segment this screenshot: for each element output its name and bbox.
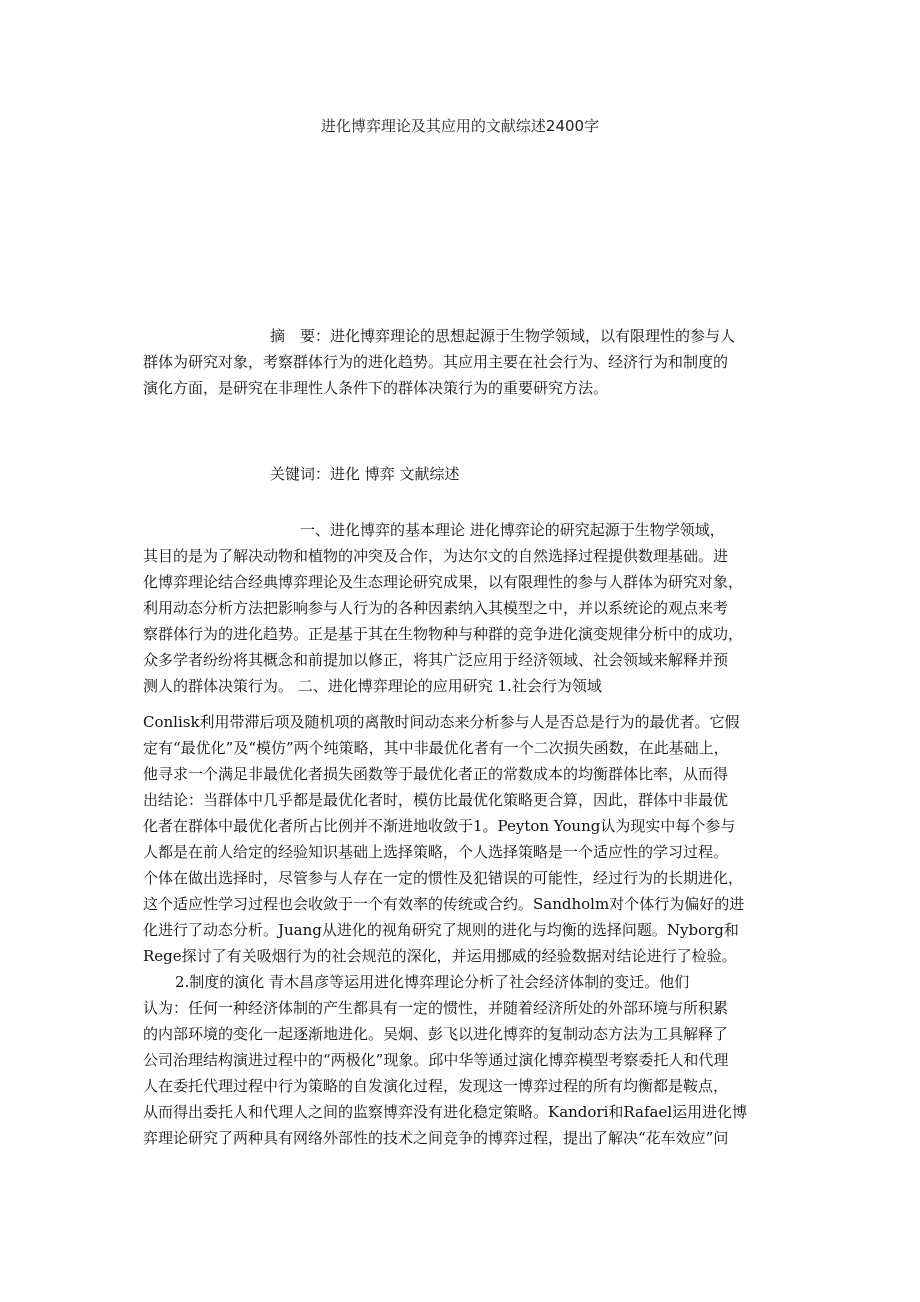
body-line: 出结论：当群体中几乎都是最优化者时，模仿比最优化策略更合算，因此，群体中非最优 — [143, 791, 729, 809]
body-line: 利用动态分析方法把影响参与人行为的各种因素纳入其模型之中，并以系统论的观点来考 — [143, 599, 729, 617]
body-line: 他寻求一个满足非最优化者损失函数等于最优化者正的常数成本的均衡群体比率，从而得 — [143, 765, 729, 783]
body-line: 从而得出委托人和代理人之间的监察博弈没有进化稳定策略。Kandori和Rafael运用进化博 — [143, 1103, 748, 1121]
body-line: 化者在群体中最优化者所占比例并不渐进地收敛于1。Peyton Young认为现实中每个参与 — [143, 817, 736, 835]
section-heading-line: 2.制度的演化 青木昌彦等运用进化博弈理论分析了社会经济体制的变迁。他们 — [175, 973, 690, 991]
abstract-line: 群体为研究对象，考察群体行为的进化趋势。其应用主要在社会行为、经济行为和制度的 — [143, 353, 729, 371]
section-heading-line: 一、进化博弈的基本理论 进化博弈论的研究起源于生物学领域， — [300, 521, 725, 539]
body-line: 的内部环境的变化一起逐渐地进化。吴炯、彭飞以进化博弈的复制动态方法为工具解释了 — [143, 1025, 729, 1043]
body-line: Rege探讨了有关吸烟行为的社会规范的深化，并运用挪威的经验数据对结论进行了检验。 — [143, 947, 737, 965]
abstract-line: 演化方面，是研究在非理性人条件下的群体决策行为的重要研究方法。 — [143, 379, 609, 397]
body-line: 察群体行为的进化趋势。正是基于其在生物物种与种群的竞争进化演变规律分析中的成功， — [143, 625, 744, 643]
body-line: 化博弈理论结合经典博弈理论及生态理论研究成果，以有限理性的参与人群体为研究对象， — [143, 573, 744, 591]
abstract-line: 摘 要：进化博弈理论的思想起源于生物学领域，以有限理性的参与人 — [270, 327, 736, 345]
body-line: 测人的群体决策行为。 二、进化博弈理论的应用研究 1.社会行为领域 — [143, 677, 602, 695]
document-title: 进化博弈理论及其应用的文献综述2400字 — [320, 117, 600, 135]
body-line: 认为：任何一种经济体制的产生都具有一定的惯性，并随着经济所处的外部环境与所积累 — [143, 999, 729, 1017]
body-line: 人在委托代理过程中行为策略的自发演化过程，发现这一博弈过程的所有均衡都是鞍点， — [143, 1077, 729, 1095]
body-line: Conlisk利用带滞后项及随机项的离散时间动态来分析参与人是否总是行为的最优者。它假 — [143, 713, 740, 731]
body-line: 弈理论研究了两种具有网络外部性的技术之间竞争的博弈过程，提出了解决“花车效应”问 — [143, 1129, 729, 1147]
body-line: 公司治理结构演进过程中的“两极化”现象。邱中华等通过演化博弈模型考察委托人和代理 — [143, 1051, 729, 1069]
body-line: 其目的是为了解决动物和植物的冲突及合作，为达尔文的自然选择过程提供数理基础。进 — [143, 547, 729, 565]
body-line: 定有“最优化”及“模仿”两个纯策略，其中非最优化者有一个二次损失函数，在此基础上， — [143, 739, 729, 757]
keywords: 关键词：进化 博弈 文献综述 — [270, 465, 460, 483]
body-line: 这个适应性学习过程也会收敛于一个有效率的传统或合约。Sandholm对个体行为偏好的进 — [143, 895, 745, 913]
body-line: 众多学者纷纷将其概念和前提加以修正，将其广泛应用于经济领域、社会领域来解释并预 — [143, 651, 729, 669]
body-line: 个体在做出选择时，尽管参与人存在一定的惯性及犯错误的可能性，经过行为的长期进化， — [143, 869, 744, 887]
body-line: 人都是在前人给定的经验知识基础上选择策略，个人选择策略是一个适应性的学习过程。 — [143, 843, 729, 861]
body-line: 化进行了动态分析。Juang从进化的视角研究了规则的进化与均衡的选择问题。Nyborg和 — [143, 921, 739, 939]
